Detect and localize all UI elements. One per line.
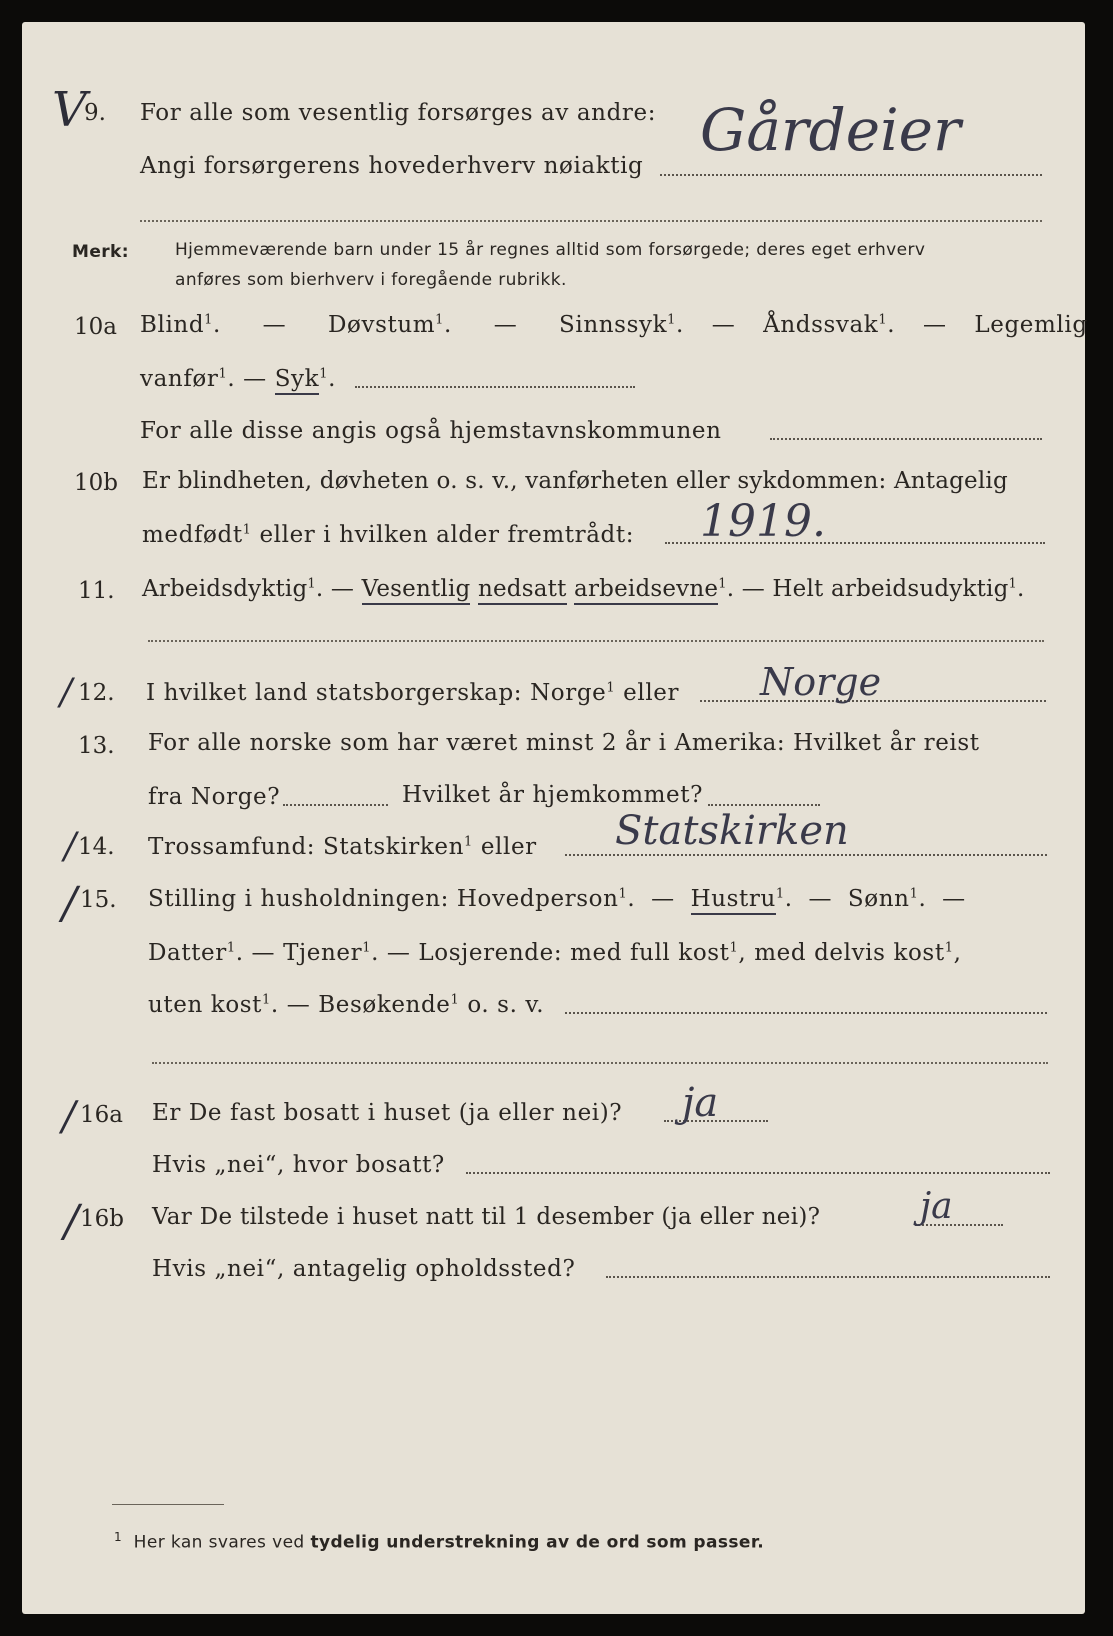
option-delvis-kost: med delvis kost	[754, 940, 945, 966]
option-arbeidsevne-underlined: arbeidsevne	[574, 576, 718, 605]
option-sinnssyk: Sinnssyk	[559, 312, 668, 338]
check-mark-16b: /	[64, 1196, 79, 1247]
question-16b-line1: Var De tilstede i huset natt til 1 desember (ja eller nei)?	[152, 1204, 821, 1230]
question-12-answer: Norge	[760, 660, 882, 704]
question-10a-line2: vanfør$^1$. — Syk$^1$.	[140, 366, 336, 392]
question-9-number: 9.	[84, 100, 106, 126]
option-tjener: Tjener	[283, 940, 363, 966]
question-16a-bosatt-answer	[466, 1172, 1050, 1174]
question-14-number: 14.	[78, 834, 115, 860]
question-13-line1: For alle norske som har været minst 2 år i Amerika: Hvilket år reist	[148, 730, 980, 756]
question-10a-number: 10a	[74, 314, 117, 340]
question-13-line2b: Hvilket år hjemkommet?	[402, 782, 704, 808]
question-10a-line2-answer	[355, 386, 635, 388]
option-helt-arbeidsudyktig: Helt arbeidsudyktig	[772, 576, 1009, 602]
question-10b-line2: medfødt$^1$ eller i hvilken alder fremtrådt:	[142, 522, 635, 548]
question-15-answer-line	[565, 1012, 1047, 1014]
question-9-answer: Gårdeier	[700, 96, 961, 164]
question-10a-line1: Blind$^1$. — Døvstum$^1$. — Sinnssyk$^1$. — Åndssvak$^1$. — Legemlig	[140, 312, 1088, 338]
question-12-number: 12.	[78, 680, 115, 706]
question-10a-line3: For alle disse angis også hjemstavnskommunen	[140, 418, 722, 444]
option-legemlig: Legemlig	[974, 312, 1088, 338]
footnote-text-plain: Her kan svares ved	[133, 1532, 305, 1553]
check-mark-15: /	[62, 878, 77, 929]
question-16a-line1: Er De fast bosatt i huset (ja eller nei)?	[152, 1100, 623, 1126]
question-9-line2: Angi forsørgerens hovederhverv nøiaktig	[140, 153, 644, 179]
option-arbeidsdyktig: Arbeidsdyktig	[142, 576, 308, 602]
census-form-page	[22, 22, 1088, 1614]
question-9-answer-line	[660, 174, 1042, 176]
footnote	[114, 1530, 764, 1553]
question-16b-number: 16b	[80, 1206, 124, 1232]
question-14-answer-line	[565, 854, 1047, 856]
option-blind: Blind	[140, 312, 205, 338]
option-andssvak: Åndssvak	[763, 312, 879, 338]
question-13-hjemkommet-answer	[708, 804, 820, 806]
option-vesentlig-underlined: Vesentlig	[362, 576, 471, 605]
footnote-text-bold: tydelig understrekning av de ord som passer.	[310, 1532, 765, 1553]
question-16a-line2: Hvis „nei“, hvor bosatt?	[152, 1152, 445, 1178]
question-10b-alder: eller i hvilken alder fremtrådt:	[259, 522, 635, 548]
check-mark-14: /	[64, 826, 77, 867]
question-11-number: 11.	[78, 578, 115, 604]
option-uten-kost: uten kost	[148, 992, 263, 1018]
question-13-line2a: fra Norge?	[148, 784, 281, 810]
check-mark-12: /	[60, 672, 73, 713]
question-9-line1: For alle som vesentlig forsørges av andre:	[140, 100, 657, 126]
question-9-continuation-line	[140, 220, 1042, 222]
question-12-text: I hvilket land statsborgerskap: Norge	[146, 680, 607, 706]
merk-line1: Hjemmeværende barn under 15 år regnes alltid som forsørgede; deres eget erhverv	[175, 240, 926, 260]
option-medfodt: medfødt	[142, 522, 243, 548]
question-15-continuation-line	[152, 1062, 1048, 1064]
question-11-continuation-line	[148, 640, 1044, 642]
option-besokende: Besøkende	[318, 992, 451, 1018]
check-mark-9: V	[52, 82, 87, 138]
question-16a-number: 16a	[80, 1102, 123, 1128]
question-10b-number: 10b	[74, 470, 118, 496]
option-hustru-underlined: Hustru	[691, 886, 776, 915]
question-14-text: Trossamfund: Statskirken	[148, 834, 465, 860]
option-hovedperson: Stilling i husholdningen: Hovedperson	[148, 886, 619, 912]
option-syk-underlined: Syk	[275, 366, 320, 395]
option-vanfor: vanfør	[140, 366, 219, 392]
question-12-line: I hvilket land statsborgerskap: Norge$^1$ eller	[146, 680, 680, 706]
merk-line2: anføres som bierhverv i foregående rubrikk.	[175, 270, 567, 290]
question-16a-answer: ja	[682, 1080, 719, 1126]
merk-label: Merk:	[72, 242, 129, 262]
question-10b-answer: 1919.	[700, 496, 826, 547]
question-10b-line1: Er blindheten, døvheten o. s. v., vanførheten eller sykdommen: Antagelig	[142, 468, 1008, 494]
question-10a-line3-answer	[770, 438, 1042, 440]
question-14-answer: Statskirken	[615, 808, 849, 854]
question-12-eller: eller	[623, 680, 680, 706]
option-datter: Datter	[148, 940, 227, 966]
footnote-mark: 1	[114, 1530, 123, 1544]
option-dovstum: Døvstum	[328, 312, 436, 338]
question-15-line3: uten kost$^1$. — Besøkende$^1$ o. s. v.	[148, 992, 545, 1018]
option-losjerende-full-kost: Losjerende: med full kost	[418, 940, 730, 966]
option-sonn: Sønn	[847, 886, 910, 912]
question-16b-opholdssted-answer	[606, 1276, 1050, 1278]
question-13-number: 13.	[78, 733, 115, 759]
option-osv: o. s. v.	[467, 992, 545, 1018]
check-mark-16a: /	[62, 1094, 76, 1140]
question-13-reist-answer	[283, 804, 388, 806]
question-15-line2: Datter$^1$. — Tjener$^1$. — Losjerende: med full kost$^1$, med delvis kost$^1$,	[148, 940, 962, 966]
question-11-line: Arbeidsdyktig$^1$. — Vesentlig nedsatt arbeidsevne$^1$. — Helt arbeidsudyktig$^1$.	[142, 576, 1025, 602]
question-14-eller: eller	[480, 834, 537, 860]
footnote-divider	[112, 1504, 224, 1505]
question-16b-line2: Hvis „nei“, antagelig opholdssted?	[152, 1256, 576, 1282]
question-15-number: 15.	[80, 887, 117, 913]
question-14-line: Trossamfund: Statskirken$^1$ eller	[148, 834, 537, 860]
question-16b-answer: ja	[920, 1186, 953, 1227]
question-15-line1: Stilling i husholdningen: Hovedperson$^1$. — Hustru$^1$. — Sønn$^1$. —	[148, 886, 966, 912]
option-nedsatt-underlined: nedsatt	[478, 576, 567, 605]
